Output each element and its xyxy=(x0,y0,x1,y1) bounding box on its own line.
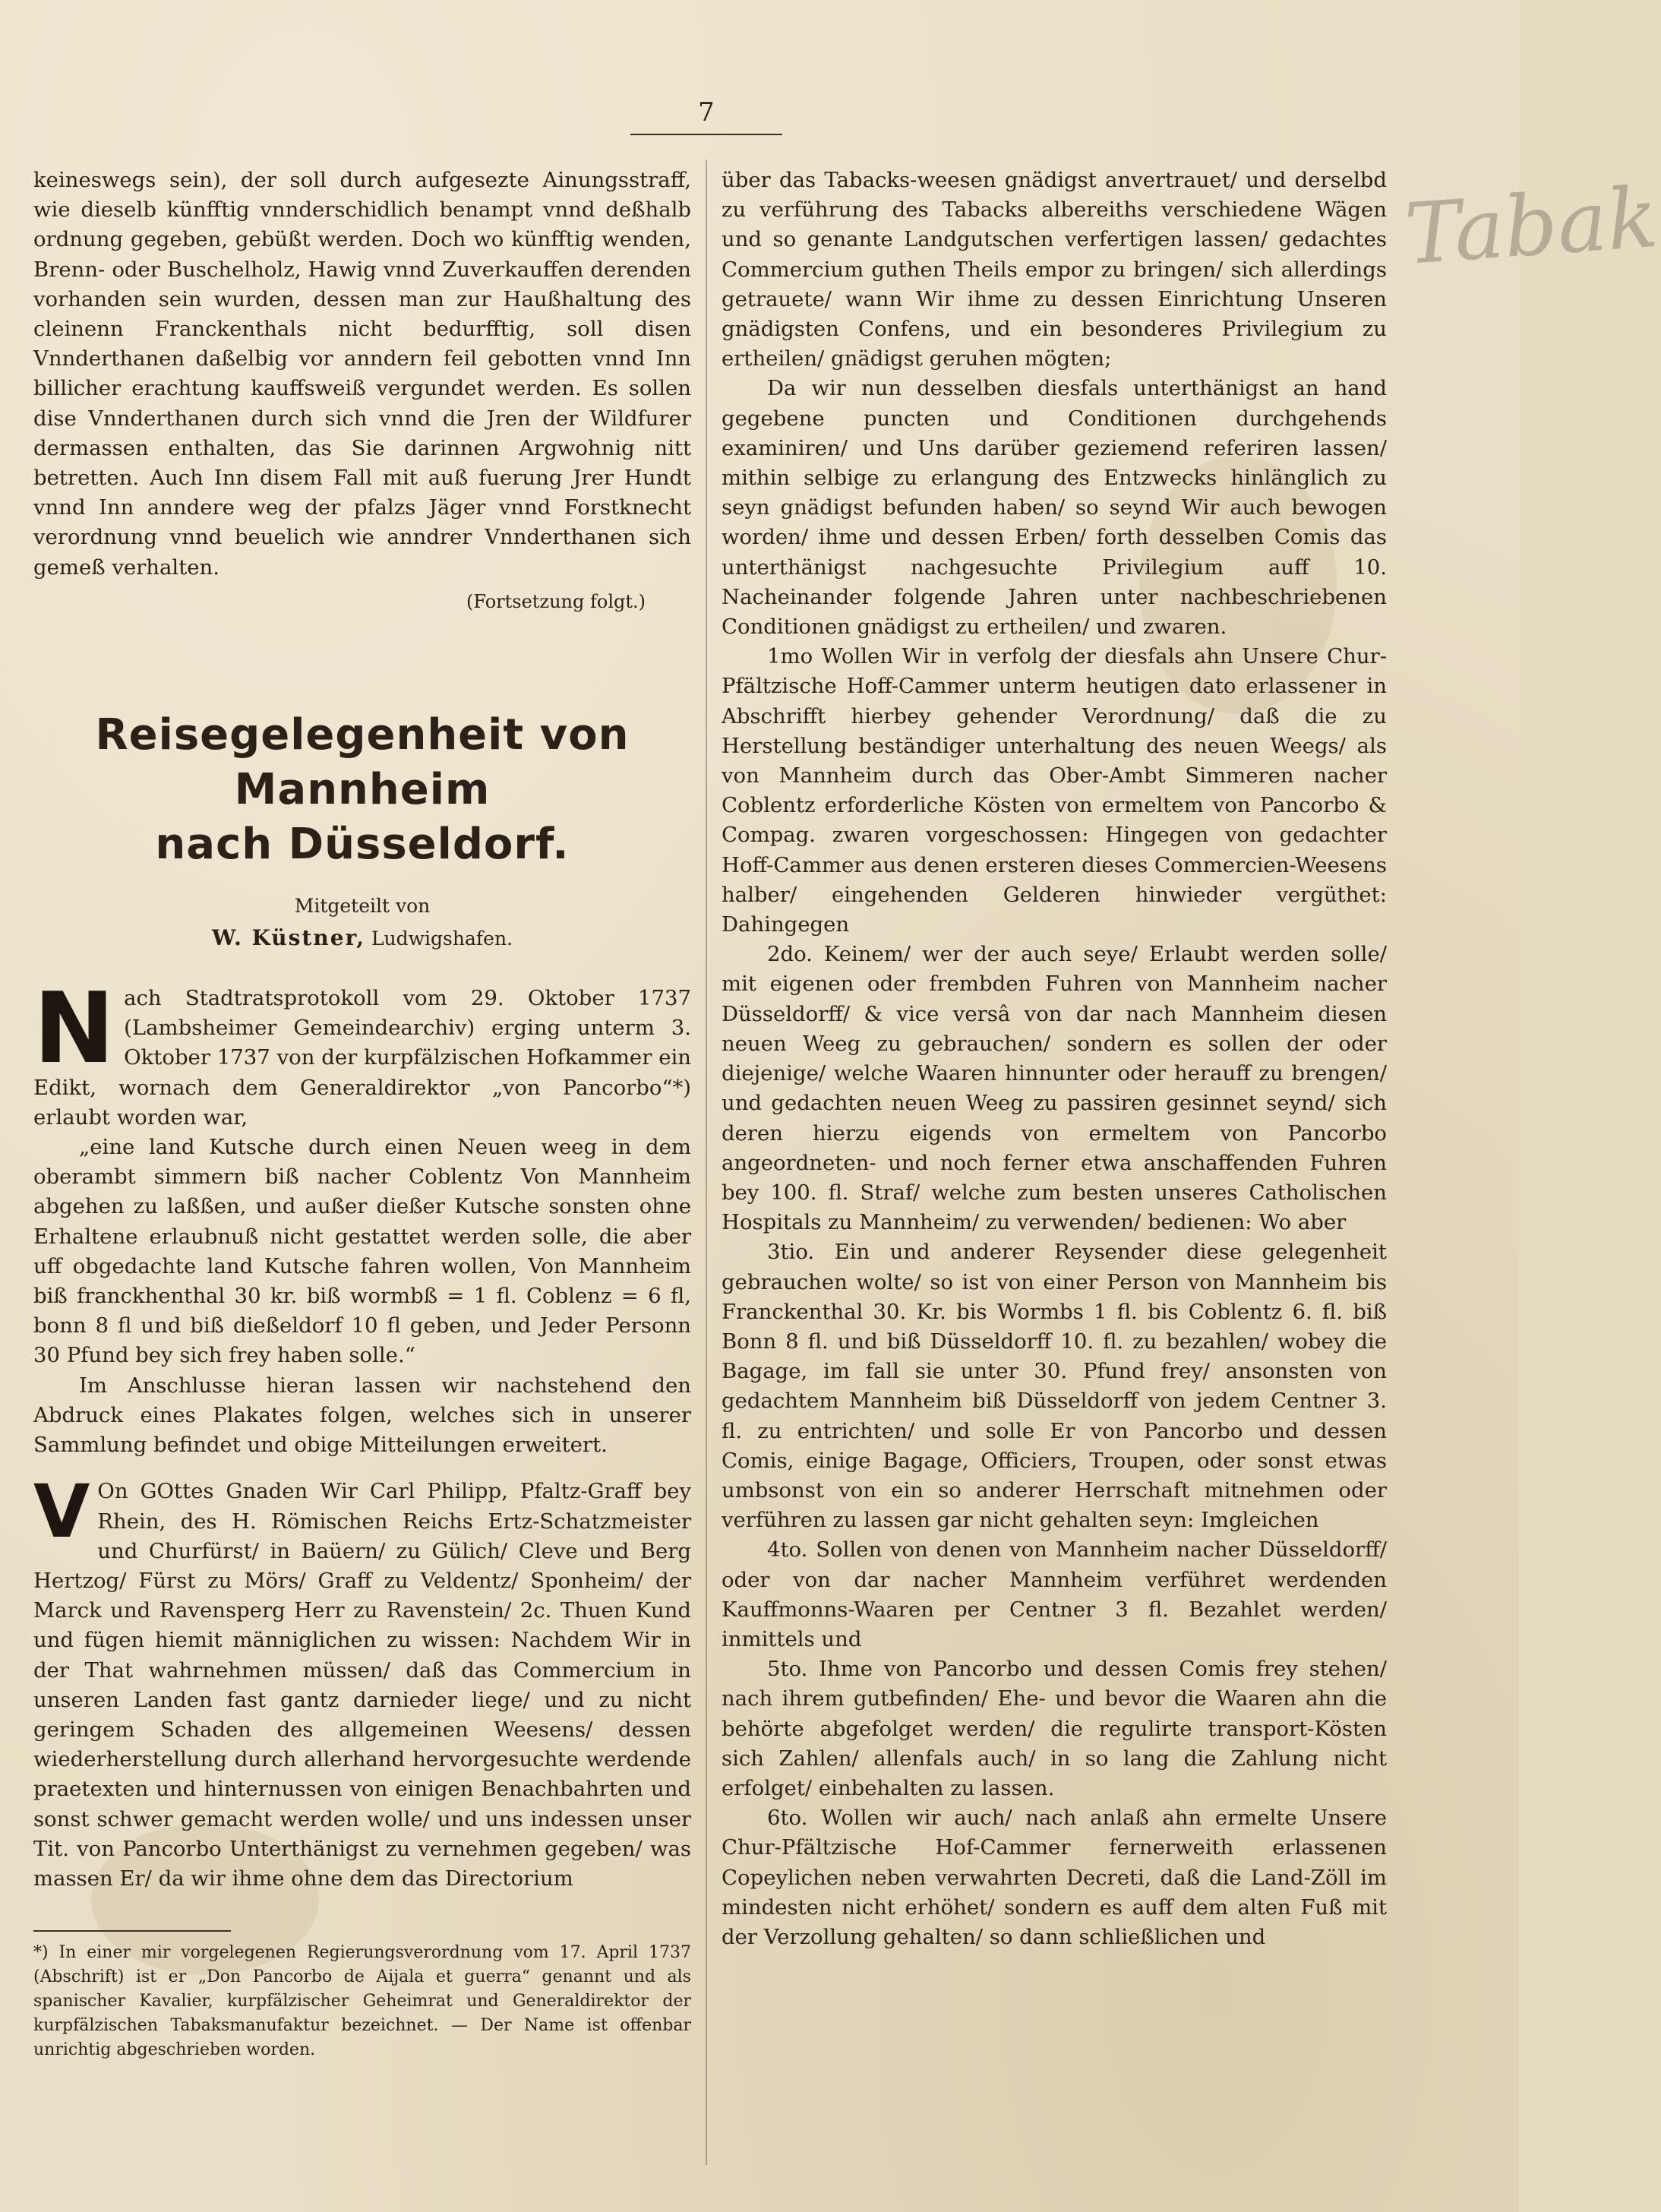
footnote-rule xyxy=(33,1930,231,1932)
condition-5: 5to. Ihme von Pancorbo und dessen Comis frey stehen/ nach ihrem gutbefinden/ Ehe- und bevor die Waaren ahn die behörte abgefolget werden/ die regulirte transport-Kösten sich Zahlen/ allenfals auch/ in so lang die Zahlung nicht erfolget/ einbehalten zu lassen. xyxy=(722,1657,1387,1800)
quoted-protocol: „eine land Kutsche durch einen Neuen weeg in dem oberambt simmern biß nacher Coblentz Von Mannheim abgehen zu laßßen, und außer dießer Kutsche sonsten ohne Erhaltene erlaubnuß nicht gestattet werden solle, die aber uff obgedachte land Kutsche fahren wollen, Von Mannheim biß franckhenthal 30 kr. biß wormbß = 1 fl. Coblenz = 6 fl, bonn 8 fl und biß dießeldorf 10 fl geben, und Jeder Personn 30 Pfund bey sich frey haben solle.“ xyxy=(33,1135,691,1368)
byline-author: W. Küstner, xyxy=(212,925,365,951)
dropcap-v: V xyxy=(33,1469,90,1555)
decree-paragraph-2: Da wir nun desselben diesfals unterthänigst an hand gegebene puncten und Conditionen durchgehends examiniren/ und Uns darüber geziemend referiren lassen/ mithin selbige zu erlangung des Entzwecks hinlänglich zu seyn gnädigst befunden haben/ so seynd Wir auch bewogen worden/ ihme und dessen Erben/ forth desselben Comis das unterthänigst nachgesuchte Privilegium auff 10. Nacheinander folgende Jahren unter nachbeschriebenen Conditionen gnädigst zu ertheilen/ und zwaren. xyxy=(722,376,1387,640)
article-title xyxy=(33,708,691,872)
byline-label: Mitgeteilt von xyxy=(294,895,431,918)
dropcap-n: N xyxy=(33,972,115,1086)
condition-2: 2do. Keinem/ wer der auch seye/ Erlaubt werden solle/ mit eigenen oder frembden Fuhren von Mannheim nacher Düsseldorff/ & vice versâ von dar nach Mannheim diesen neuen Weeg zu gebrauchen/ sondern es sollen der oder diejenige/ welche Waaren hinnunter oder herauff zu brengen/ und gedachten neuen Weeg zu passiren gesinnet seynd/ sich deren hierzu eigends von ermeltem von Pancorbo angeordneten- und noch ferner etwa anschaffenden Fuhren bey 100. fl. Straf/ welche zum besten unseres Catholischen Hospitals zu Mannheim/ zu verwenden/ bedienen: Wo aber xyxy=(722,942,1387,1235)
decree-block xyxy=(33,1469,691,1894)
page-number-rule xyxy=(630,134,782,135)
byline-place: Ludwigshafen. xyxy=(371,927,513,950)
page-number: 7 xyxy=(698,97,715,128)
article-title-line-2: nach Düsseldorf. xyxy=(155,820,570,870)
condition-1: 1mo Wollen Wir in verfolg der diesfals ahn Unsere Chur-Pfältzische Hoff-Cammer unterm heutigen dato erlassener in Abschrifft hierbey gehender Verordnung/ daß die zu Herstellung beständiger unterhaltung des neuen Weegs/ als von Mannheim durch das Ober-Ambt Simmeren nacher Coblentz erforderliche Kösten von ermeltem von Pancorbo & Compag. zwaren vorgeschossen: Hingegen von gedachter Hoff-Cammer aus denen ersteren dieses Commercien-Weesens halber/ eingehenden Gelderen hinwieder vergüthet: Dahingegen xyxy=(722,644,1387,937)
condition-6: 6to. Wollen wir auch/ nach anlaß ahn ermelte Unsere Chur-Pfältzische Hof-Cammer fernerweith erlassenen Copeylichen neben verwahrten Decreti, daß die Land-Zöll im mindesten nicht erhöhet/ sondern es auff dem alten Fuß mit der Verzollung gehalten/ so dann schließlichen und xyxy=(722,1806,1387,1949)
handwritten-margin-note: Tabak xyxy=(1401,168,1661,283)
right-column xyxy=(722,166,1387,1952)
column-divider xyxy=(706,160,707,2165)
byline xyxy=(33,890,691,955)
decree-paragraph: On GOttes Gnaden Wir Carl Philipp, Pfaltz-Graff bey Rhein, des H. Römischen Reichs Ertz-Schatzmeister und Churfürst/ in Baüern/ zu Gülich/ Cleve und Berg Hertzog/ Fürst zu Mörs/ Graff zu Veldentz/ Sponheim/ der Marck und Ravensperg Herr zu Ravenstein/ 2c. Thuen Kund und fügen hiemit männiglichen zu wissen: Nachdem Wir in der That wahrnehmen müssen/ daß das Commercium in unseren Landen fast gantz darnieder liege/ und zu nicht geringem Schaden des allgemeinen Weesens/ dessen wiederherstellung durch allerhand hervorgesuchte werdende praetexten und hinternussen von einigen Benachbahrten und sonst schwer gemacht werden wolle/ und uns indessen unser Tit. von Pancorbo Unterthänigst zu vernehmen gegeben/ was massen Er/ da wir ihme ohne dem das Directorium xyxy=(33,1479,691,1891)
left-column xyxy=(33,166,691,2062)
decree-paragraph-continued: über das Tabacks-weesen gnädigst anvertrauet/ und derselbd zu verführung des Tabacks albereiths verschiedene Wägen und so genante Landgutschen verfertigen lassen/ gedachtes Commercium guthen Theils empor zu bringen/ sich allerdings getrauete/ wann Wir ihme zu dessen Einrichtung Unseren gnädigsten Confens, und ein besonderes Privilegium zu ertheilen/ gnädigst geruhen mögten; xyxy=(722,168,1387,371)
intro-paragraph: keineswegs sein), der soll durch aufgesezte Ainungsstraff, wie dieselb künfftig vnnderschidlich benampt vnnd deßhalb ordnung gegeben, gebüßt werden. Doch wo künfftig wenden, Brenn- oder Buschelholz, Hawig vnnd Zuverkauffen derenden vorhanden sein wurden, dessen man zur Haußhaltung des cleinenn Franckenthals nicht bedurfftig, soll disen Vnnderthanen daßelbig vor anndern feil gebotten vnnd Inn billicher erachtung kauffsweiß vergundet werden. Es sollen dise Vnnderthanen durch sich vnnd die Jren der Wildfurer dermassen enthalten, das Sie darinnen Argwohnig nitt betretten. Auch Inn disem Fall mit auß fuerung Jrer Hundt vnnd Inn anndere weg der pfalzs Jäger vnnd Forstknecht verordnung vnnd beuelich wie anndrer Vnnderthanen sich gemeß verhalten. xyxy=(33,168,691,580)
footnote: *) In einer mir vorgelegenen Regierungsverordnung vom 17. April 1737 (Abschrift) ist er „Don Pancorbo de Aijala et guerra“ genannt und als spanischer Kavalier, kurpfälzischer Geheimrat und Generaldirektor der kurpfälzischen Tabaksmanufaktur bezeichnet. — Der Name ist offenbar unrichtig abgeschrieben worden. xyxy=(33,1943,691,2060)
continued-note: (Fortsetzung folgt.) xyxy=(466,590,646,612)
condition-3: 3tio. Ein und anderer Reysender diese gelegenheit gebrauchen wolte/ so ist von einer Person von Mannheim bis Franckenthal 30. Kr. bis Wormbs 1 fl. bis Coblentz 6. fl. biß Bonn 8 fl. und biß Düsseldorff 10. fl. zu bezahlen/ wobey die Bagage, im fall sie unter 30. Pfund frey/ ansonsten von gedachtem Mannheim biß Düsseldorff von jedem Centner 3. fl. zu entrichten/ und solle Er von Pancorbo und dessen Comis, einige Bagage, Officiers, Troupen, oder sonst etwas umbsonst von ein so anderer Herrschaft mitnehmen oder verführen zu lassen gar nicht gehalten seyn: Imgleichen xyxy=(722,1240,1387,1533)
article-paragraph-1: ach Stadtratsprotokoll vom 29. Oktober 1737 (Lambsheimer Gemeindearchiv) erging unterm 3. Oktober 1737 von der kurpfälzischen Hofkammer ein Edikt, wornach dem Generaldirektor „von Pancorbo“*) erlaubt worden war, xyxy=(33,986,691,1130)
article-title-line-1: Reisegelegenheit von Mannheim xyxy=(95,710,630,815)
article-paragraph-2: Im Anschlusse hieran lassen wir nachstehend den Abdruck eines Plakates folgen, welches sich in unserer Sammlung befindet und obige Mitteilungen erweitert. xyxy=(33,1373,691,1458)
condition-4: 4to. Sollen von denen von Mannheim nacher Düsseldorff/ oder von dar nacher Mannheim verführet werdenden Kauffmonns-Waaren per Centner 3 fl. Bezahlet werden/ inmittels und xyxy=(722,1537,1387,1651)
first-paragraph-block xyxy=(33,972,691,1133)
